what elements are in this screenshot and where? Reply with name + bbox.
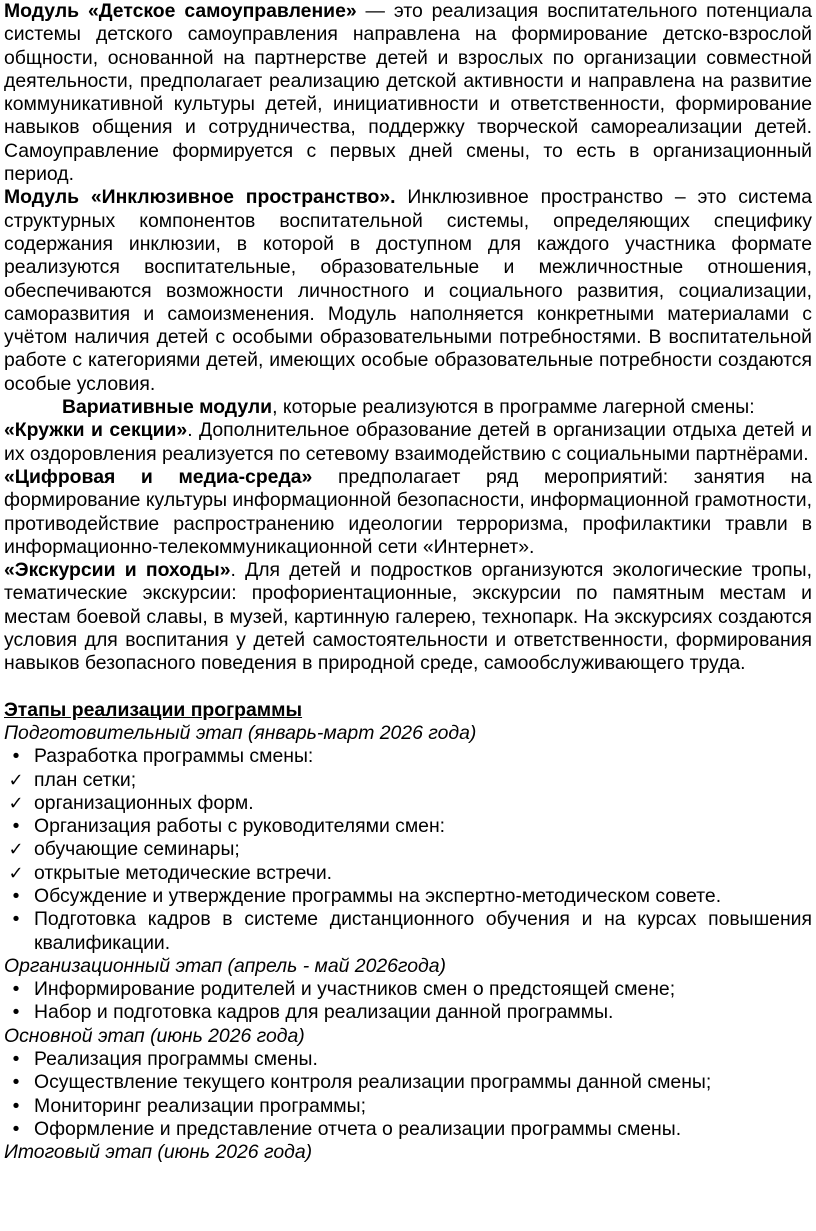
module-inclusive-paragraph (4, 186, 812, 396)
bullet-icon (4, 815, 28, 838)
variative-module-clubs (4, 419, 812, 466)
bullet-icon (4, 1095, 28, 1118)
checkmark-icon (4, 838, 28, 861)
list-item-text: Мониторинг реализации программы; (34, 1094, 366, 1117)
list-item-text: Осуществление текущего контроля реализации программы данной смены; (34, 1071, 712, 1094)
stage-title: Организационный этап (апрель - май 2026года) (4, 954, 447, 977)
list-item (4, 862, 812, 885)
stage-item-list (4, 978, 812, 1025)
list-item (4, 745, 812, 768)
variative-module-digital (4, 466, 812, 559)
list-item-text: Обсуждение и утверждение программы на экспертно-методическом совете. (34, 884, 722, 907)
list-item (4, 1001, 812, 1024)
module-title: Модуль «Детское самоуправление» (4, 0, 357, 22)
list-item (4, 1095, 812, 1118)
module-text: — это реализация воспитательного потенциала системы детского самоуправления направлена на формирование детско-взрослой общности, основанной на партнерстве детей и взрослых по организации совместной деятельности, предполагает реализацию детской активности и направлена на развитие коммуникативной культуры детей, инициативности и ответственности, формирование навыков общения и сотрудничества, поддержку творческой самореализации детей. Самоуправление формируется с первых дней смены, то есть в организационный период. (4, 0, 812, 186)
module-title: Модуль «Инклюзивное пространство». (4, 186, 396, 209)
list-item (4, 885, 812, 908)
bullet-icon (4, 908, 28, 931)
stages-heading: Этапы реализации программы (4, 698, 303, 721)
stages-list (4, 722, 812, 1165)
module-self-government-paragraph (4, 0, 812, 186)
bullet-icon (4, 1001, 28, 1024)
list-item-text: открытые методические встречи. (34, 861, 333, 884)
list-item (4, 1071, 812, 1094)
module-text: предполагает ряд мероприятий: занятия на формирование культуры информационной безопасности, информационной грамотности, противодействие распространению идеологии терроризма, профилактики травли в информационно-телекоммуникационной сети «Интернет». (4, 465, 812, 558)
module-title: «Экскурсии и походы» (4, 559, 231, 582)
module-text: . Дополнительное образование детей в организации отдыха детей и их оздоровления реализуется по сетевому взаимодействию с социальными партнёрами. (4, 419, 812, 465)
variative-text: , которые реализуются в программе лагерной смены: (272, 396, 755, 419)
checkmark-icon (4, 792, 28, 815)
variative-title: Вариативные модули (62, 396, 273, 419)
list-item-text: Набор и подготовка кадров для реализации данной программы. (34, 1001, 614, 1024)
list-item-text: план сетки; (34, 768, 137, 791)
list-item (4, 792, 812, 815)
list-item-text: организационных форм. (34, 791, 254, 814)
checkmark-icon (4, 769, 28, 792)
list-item (4, 838, 812, 861)
variative-module-excursions (4, 559, 812, 675)
list-item (4, 908, 812, 955)
bullet-icon (4, 1118, 28, 1141)
stage-title: Подготовительный этап (январь-март 2026 года) (4, 721, 477, 744)
stage-item-list (4, 1048, 812, 1141)
module-title: «Кружки и секции» (4, 419, 188, 442)
list-item-text: Оформление и представление отчета о реализации программы смены. (34, 1117, 682, 1140)
list-item (4, 978, 812, 1001)
checkmark-icon (4, 862, 28, 885)
bullet-icon (4, 885, 28, 908)
variative-modules-intro (4, 396, 812, 419)
stage-title: Основной этап (июнь 2026 года) (4, 1024, 305, 1047)
stage-item-list (4, 745, 812, 955)
bullet-icon (4, 1048, 28, 1071)
list-item (4, 769, 812, 792)
module-title: «Цифровая и медиа-среда» (4, 465, 313, 488)
module-text: . Для детей и подростков организуются экологические тропы, тематические экскурсии: профориентационные, экскурсии по памятным местам и местам боевой славы, в музей, картинную галерею, технопарк. На экскурсиях создаются условия для воспитания у детей самостоятельности и ответственности, формирования навыков безопасного поведения в природной среде, самообслуживающего труда. (4, 559, 812, 675)
list-item (4, 1118, 812, 1141)
list-item-text: Организация работы с руководителями смен: (34, 815, 446, 838)
list-item-text: обучающие семинары; (34, 838, 240, 861)
bullet-icon (4, 978, 28, 1001)
list-item (4, 1048, 812, 1071)
list-item-text: Реализация программы смены. (34, 1048, 318, 1071)
module-text: Инклюзивное пространство – это система структурных компонентов воспитательной системы, определяющих специфику содержания инклюзии, в которой в доступном для каждого участника формате реализуются воспитательные, образовательные и межличностные отношения, обеспечиваются возможности личностного и социального развития, социализации, саморазвития и самоизменения. Модуль наполняется конкретными материалами с учётом наличия детей с особыми образовательными потребностями. В воспитательной работе с категориями детей, имеющих особые образовательные потребности создаются особые условия. (4, 186, 812, 395)
bullet-icon (4, 1071, 28, 1094)
list-item-text: Разработка программы смены: (34, 745, 314, 768)
list-item-text: Информирование родителей и участников смен о предстоящей смене; (34, 978, 676, 1001)
list-item (4, 815, 812, 838)
stage-title: Итоговый этап (июнь 2026 года) (4, 1141, 313, 1164)
bullet-icon (4, 745, 28, 768)
list-item-text: Подготовка кадров в системе дистанционного обучения и на курсах повышения квалификации. (34, 908, 812, 954)
